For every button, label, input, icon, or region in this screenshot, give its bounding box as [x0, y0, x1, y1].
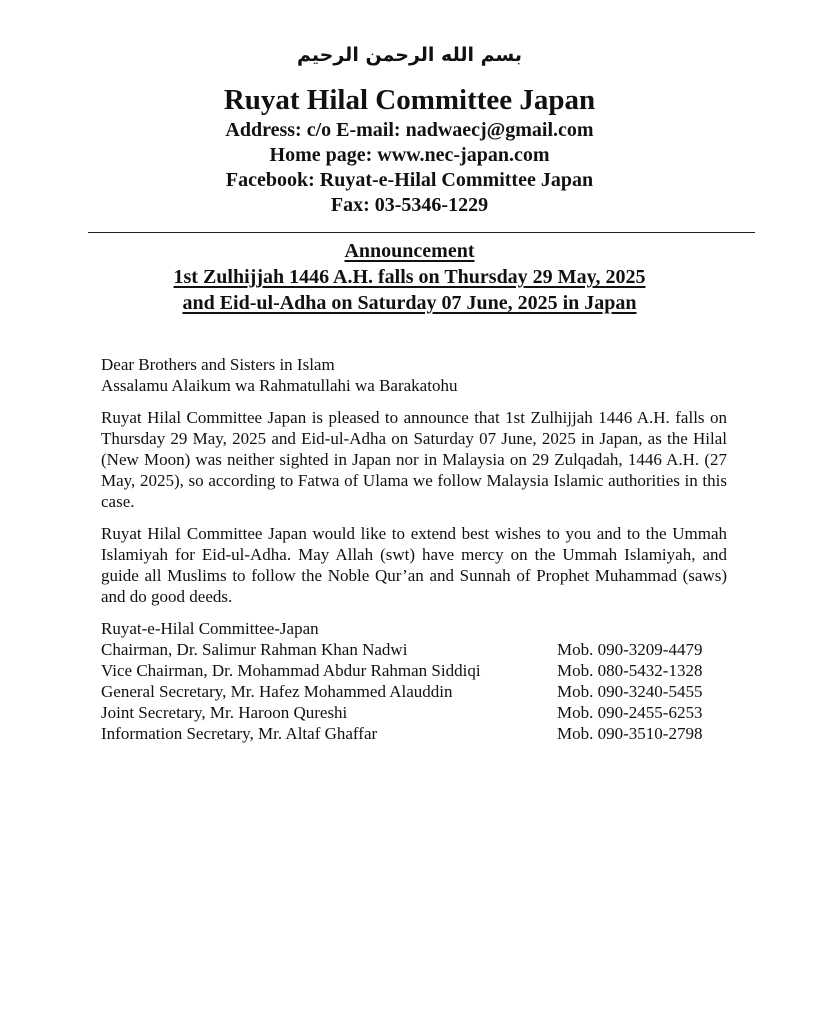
member-row	[101, 681, 727, 702]
wishes-paragraph: Ruyat Hilal Committee Japan would like to extend best wishes to you and to the Ummah Islamiyah for Eid-ul-Adha. May Allah (swt) have mercy on the Ummah Islamiyah, and guide all Muslims to follow the Noble Qur’an and Sunnah of Prophet Muhammad (saws) and do good deeds.	[101, 524, 727, 606]
member-mobile: Mob. 080-5432-1328	[557, 661, 703, 680]
member-name: Chairman, Dr. Salimur Rahman Khan Nadwi	[101, 640, 408, 659]
header-divider	[88, 232, 755, 233]
announcement-line-1: 1st Zulhijjah 1446 A.H. falls on Thursday 29 May, 2025	[173, 266, 646, 288]
member-mobile: Mob. 090-3510-2798	[557, 724, 703, 743]
facebook-line: Facebook: Ruyat-e-Hilal Committee Japan	[225, 169, 594, 191]
member-name: General Secretary, Mr. Hafez Mohammed Alauddin	[101, 682, 453, 701]
announcement-heading: Announcement	[344, 240, 475, 262]
member-row	[101, 702, 727, 723]
member-row	[101, 660, 727, 681]
member-mobile: Mob. 090-3240-5455	[557, 682, 703, 701]
member-mobile: Mob. 090-2455-6253	[557, 703, 703, 722]
bismillah-heading: بسم الله الرحمن الرحيم	[297, 44, 522, 66]
announcement-line-2: and Eid-ul-Adha on Saturday 07 June, 2025 in Japan	[182, 292, 637, 314]
announcement-paragraph: Ruyat Hilal Committee Japan is pleased to announce that 1st Zulhijjah 1446 A.H. falls on Thursday 29 May, 2025 and Eid-ul-Adha on Saturday 07 June, 2025 in Japan, as the Hilal (New Moon) was neither sighted in Japan nor in Malaysia on 29 Zulqadah, 1446 A.H. (27 May, 2025), so according to Fatwa of Ulama we follow Malaysia Islamic authorities in this case.	[101, 408, 727, 511]
address-line: Address: c/o E-mail: nadwaecj@gmail.com	[225, 119, 594, 141]
fax-line: Fax: 03-5346-1229	[330, 194, 489, 216]
greeting-salam: Assalamu Alaikum wa Rahmatullahi wa Barakatohu	[101, 376, 458, 395]
member-row	[101, 723, 727, 744]
member-mobile: Mob. 090-3209-4479	[557, 640, 703, 659]
committee-name: Ruyat-e-Hilal Committee-Japan	[101, 619, 319, 638]
member-row	[101, 639, 727, 660]
member-name: Vice Chairman, Dr. Mohammad Abdur Rahman Siddiqi	[101, 661, 481, 680]
letter-body	[101, 354, 727, 744]
greeting	[101, 354, 727, 396]
member-name: Information Secretary, Mr. Altaf Ghaffar	[101, 724, 378, 743]
member-name: Joint Secretary, Mr. Haroon Qureshi	[101, 703, 348, 722]
committee-signatures	[101, 618, 727, 744]
letterhead	[0, 82, 819, 218]
announcement-title-block	[0, 238, 819, 316]
greeting-salutation: Dear Brothers and Sisters in Islam	[101, 355, 335, 374]
homepage-line: Home page: www.nec-japan.com	[269, 144, 550, 166]
organization-name: Ruyat Hilal Committee Japan	[223, 84, 596, 116]
